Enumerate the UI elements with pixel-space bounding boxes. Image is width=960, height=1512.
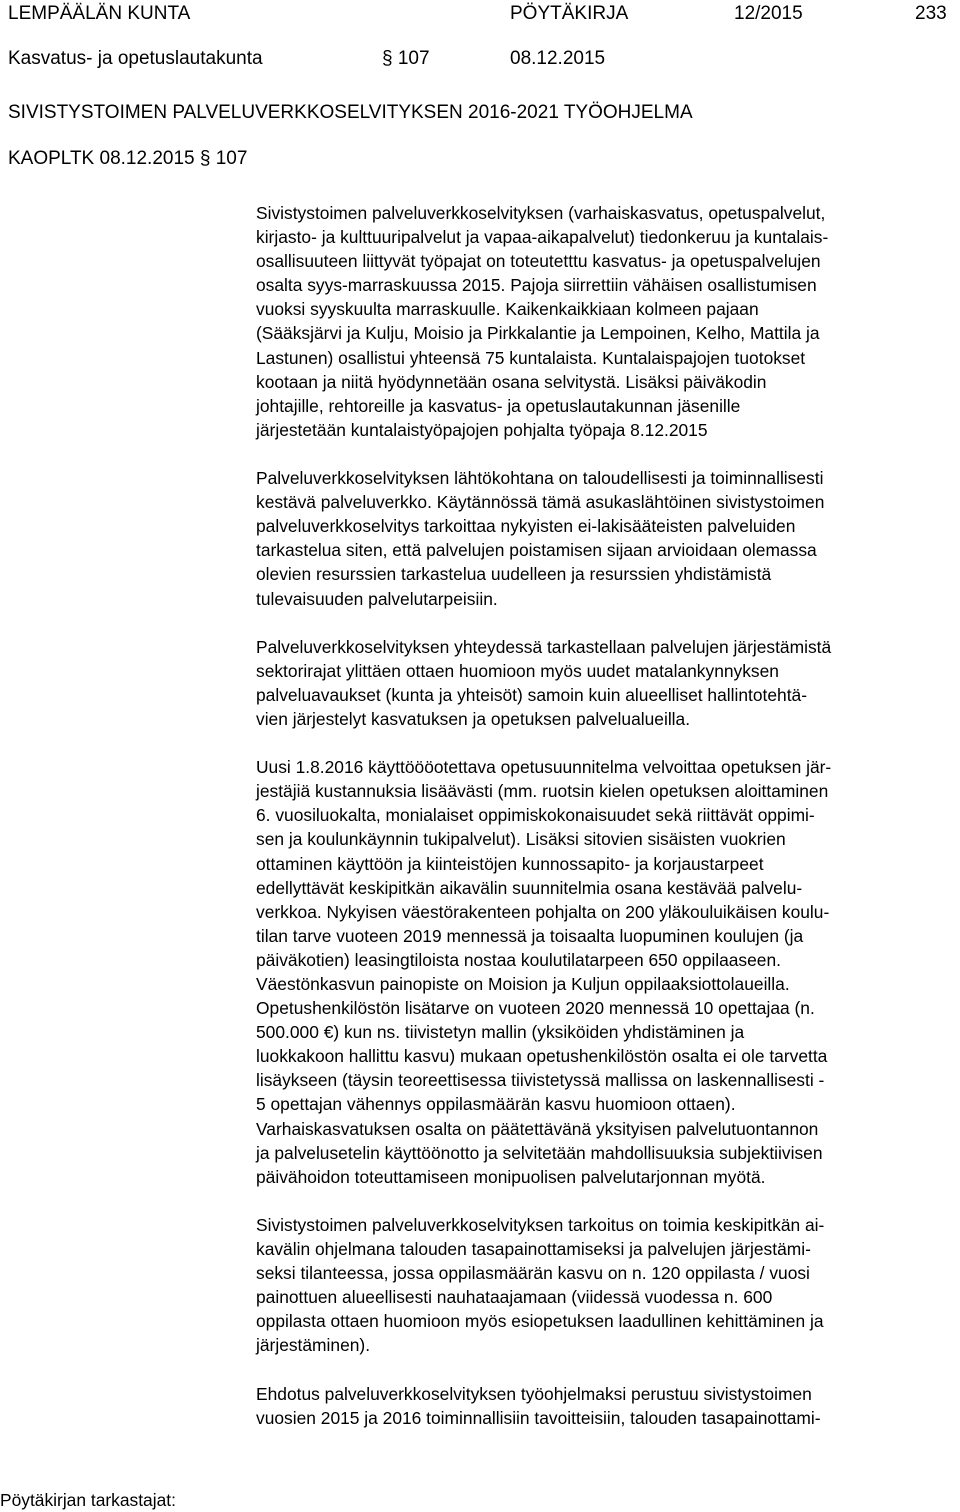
text-line: Palveluverkkoselvityksen lähtökohtana on taloudellisesti ja toiminnallisesti xyxy=(256,468,824,489)
text-line: Varhaiskasvatuksen osalta on päätettävänä yksityisen palvelutuontannon xyxy=(256,1118,819,1139)
text-line: kirjasto- ja kulttuuripalvelut ja vapaa-aikapalvelut) tiedonkeruu ja kuntalais- xyxy=(256,227,829,248)
text-line: päiväkotien) leasingtiloista nostaa koulutilatarpeen 650 oppilaaseen. xyxy=(256,949,781,970)
text-line: oppilasta ottaen huomioon myös esiopetuksen laadullinen kehittäminen ja xyxy=(256,1311,824,1332)
text-line: päivähoidon toteuttamiseen monipuolisen palvelutarjonnan myötä. xyxy=(256,1166,766,1187)
text-line: painottuen alueellisesti nauhataajamaan (viidessä vuodessa n. 600 xyxy=(256,1287,773,1308)
paragraph-gap xyxy=(256,442,956,466)
paragraph-gap xyxy=(256,731,956,755)
text-line: ja palvelusetelin käyttöönotto ja selvitetään mahdollisuuksia subjektiivisen xyxy=(256,1142,823,1163)
text-line: osalta syys-marraskuussa 2015. Pajoja siirrettiin vähäisen osallistumisen xyxy=(256,275,817,296)
meeting-reference: KAOPLTK 08.12.2015 § 107 xyxy=(8,148,248,169)
text-line: vuoksi syyskuulta marraskuulle. Kaikenkaikkiaan kolmeen pajaan xyxy=(256,299,759,320)
text-line: Väestönkasvun painopiste on Moision ja Kuljun oppilaaksiottolaueilla. xyxy=(256,974,790,994)
text-line: Palveluverkkoselvityksen yhteydessä tarkastellaan palvelujen järjestämistä xyxy=(256,636,832,657)
text-line: järjestetään kuntalaistyöpajojen pohjalta työpaja 8.12.2015 xyxy=(256,419,708,440)
paragraph xyxy=(256,1213,956,1358)
paragraph xyxy=(256,466,956,611)
text-line: luokkakoon hallittu kasvu) mukaan opetushenkilöstön osalta ei ole tarvetta xyxy=(256,1046,828,1067)
text-line: tulevaisuuden palvelutarpeisiin. xyxy=(256,588,498,609)
paragraph-gap xyxy=(256,1189,956,1213)
text-line: kootaan ja niitä hyödynnetään osana selvitystä. Lisäksi päiväkodin xyxy=(256,371,767,392)
paragraph xyxy=(256,635,956,731)
text-line: palveluverkkoselvitys tarkoittaa nykyisten ei-lakisääteisten palveluiden xyxy=(256,516,796,537)
text-line: kestävä palveluverkko. Käytännössä tämä asukaslähtöinen sivistystoimen xyxy=(256,492,825,513)
text-line: sen ja koulunkäynnin tukipalvelut). Lisäksi sitovien sisäisten vuokrien xyxy=(256,829,786,850)
minutes-checkers-label: Pöytäkirjan tarkastajat: xyxy=(0,1490,176,1510)
text-line: Lastunen) osallistui yhteensä 75 kuntalaista. Kuntalaispajojen tuotokset xyxy=(256,347,806,368)
text-line: palveluavaukset (kunta ja yhteisöt) samoin kuin alueelliset hallintotehtä- xyxy=(256,684,808,705)
text-line: osallisuuteen liittyvät työpajat on toteutetttu kasvatus- ja opetuspalvelujen xyxy=(256,251,821,272)
meeting-date: 08.12.2015 xyxy=(510,48,606,69)
text-line: kavälin ohjelmana talouden tasapainottamiseksi ja palvelujen järjestämi- xyxy=(256,1239,811,1260)
text-line: Ehdotus palveluverkkoselvityksen työohjelmaksi perustuu sivistystoimen xyxy=(256,1383,812,1404)
municipality-name: LEMPÄÄLÄN KUNTA xyxy=(8,3,191,24)
text-line: (Sääksjärvi ja Kulju, Moisio ja Pirkkalantie ja Lempoinen, Kelho, Mattila ja xyxy=(256,323,820,344)
paragraph-gap xyxy=(256,1358,956,1382)
text-line: järjestäminen). xyxy=(256,1335,371,1356)
section-number: § 107 xyxy=(382,48,430,69)
text-line: 5 opettajan vähennys oppilasmäärän kasvu huomioon ottaen). xyxy=(256,1094,736,1115)
paragraph xyxy=(256,1382,956,1430)
text-line: vuosien 2015 ja 2016 toiminnallisiin tavoitteisiin, talouden tasapainottami- xyxy=(256,1407,821,1428)
text-line: olevien resurssien tarkastelua uudelleen ja resurssien yhdistämistä xyxy=(256,564,772,585)
text-line: ottaminen käyttöön ja kiinteistöjen kunnossapito- ja korjaustarpeet xyxy=(256,853,764,874)
text-line: Uusi 1.8.2016 käyttöööotettava opetusuunnitelma velvoittaa opetuksen jär- xyxy=(256,757,832,778)
text-line: Sivistystoimen palveluverkkoselvityksen tarkoitus on toimia keskipitkän ai- xyxy=(256,1214,825,1235)
paragraph xyxy=(256,755,956,1189)
document-body xyxy=(256,201,956,1430)
text-line: lisäykseen (täysin teoreettisessa tiivistetyssä mallissa on laskennallisesti - xyxy=(256,1070,825,1091)
document-title: SIVISTYSTOIMEN PALVELUVERKKOSELVITYKSEN 2016-2021 TYÖOHJELMA xyxy=(8,102,693,123)
text-line: tarkastelua siten, että palvelujen poistamisen sijaan arvioidaan olemassa xyxy=(256,540,817,561)
text-line: jestäjiä kustannuksia lisäävästi (mm. ruotsin kielen opetuksen aloittaminen xyxy=(256,781,829,802)
document-type: PÖYTÄKIRJA xyxy=(510,3,629,24)
document-number: 12/2015 xyxy=(734,3,803,24)
text-line: 500.000 €) kun ns. tiivistetyn mallin (yksiköiden yhdistäminen ja xyxy=(256,1022,745,1043)
text-line: 6. vuosiluokalta, monialaiset oppimiskokonaisuudet sekä riittävät oppimi- xyxy=(256,805,815,826)
text-line: johtajille, rehtoreille ja kasvatus- ja opetuslautakunnan jäsenille xyxy=(256,395,741,416)
text-line: vien järjestelyt kasvatuksen ja opetuksen palvelualueilla. xyxy=(256,708,691,729)
board-name: Kasvatus- ja opetuslautakunta xyxy=(8,48,263,69)
text-line: Sivistystoimen palveluverkkoselvityksen (varhaiskasvatus, opetuspalvelut, xyxy=(256,203,826,223)
paragraph xyxy=(256,201,956,442)
paragraph-gap xyxy=(256,611,956,635)
page-number: 233 xyxy=(915,3,947,24)
text-line: Opetushenkilöstön lisätarve on vuoteen 2020 mennessä 10 opettajaa (n. xyxy=(256,998,815,1019)
text-line: verkkoa. Nykyisen väestörakenteen pohjalta on 200 yläkouluikäisen koulu- xyxy=(256,901,830,922)
text-line: edellyttävät keskipitkän aikavälin suunnitelmia osana kestävää palvelu- xyxy=(256,877,803,898)
text-line: tilan tarve vuoteen 2019 mennessä ja toisaalta luopuminen koulujen (ja xyxy=(256,925,804,946)
text-line: seksi tilanteessa, jossa oppilasmäärän kasvu on n. 120 oppilasta / vuosi xyxy=(256,1263,810,1284)
text-line: sektorirajat ylittäen ottaen huomioon myös uudet matalankynnyksen xyxy=(256,660,779,681)
